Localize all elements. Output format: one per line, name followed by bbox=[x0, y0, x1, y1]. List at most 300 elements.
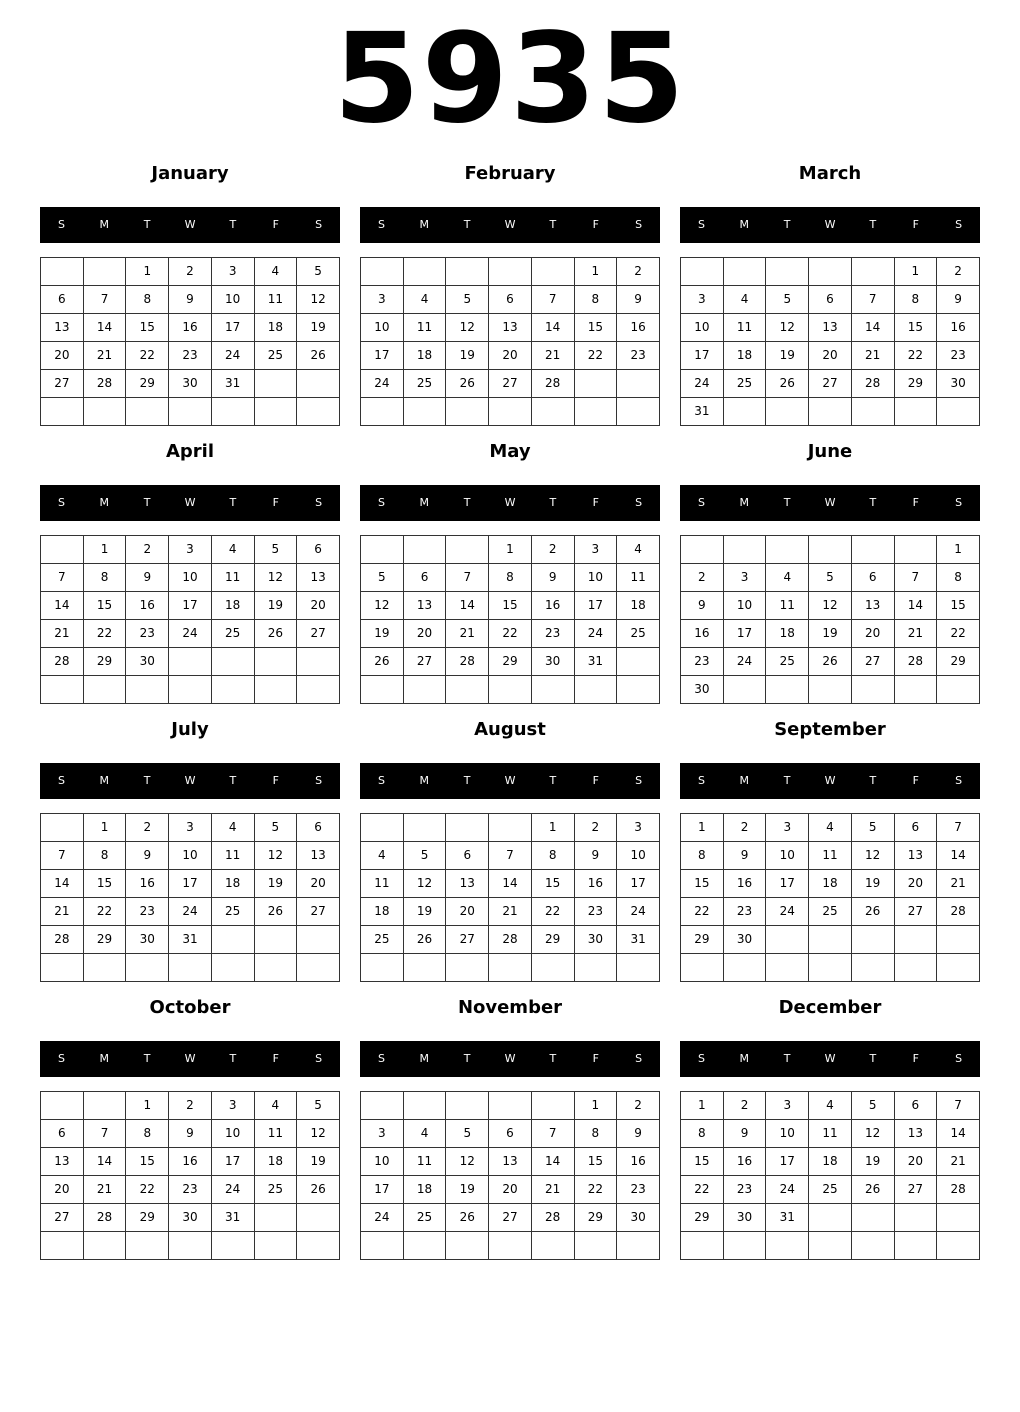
empty-day-cell bbox=[169, 954, 212, 982]
empty-day-cell bbox=[446, 398, 489, 426]
empty-day-cell bbox=[766, 536, 809, 564]
day-cell: 22 bbox=[681, 898, 724, 926]
empty-day-cell bbox=[403, 676, 446, 704]
week-row bbox=[361, 1092, 660, 1120]
day-cell: 24 bbox=[169, 898, 212, 926]
empty-day-cell bbox=[809, 1232, 852, 1260]
empty-day-cell bbox=[403, 536, 446, 564]
day-cell: 11 bbox=[766, 592, 809, 620]
day-cell: 28 bbox=[531, 370, 574, 398]
day-cell: 10 bbox=[617, 842, 660, 870]
empty-day-cell bbox=[851, 1232, 894, 1260]
weekday-label: T bbox=[229, 774, 237, 787]
weekday-label: M bbox=[99, 496, 110, 509]
day-cell: 24 bbox=[617, 898, 660, 926]
day-cell: 26 bbox=[766, 370, 809, 398]
week-row bbox=[41, 842, 340, 870]
empty-day-cell bbox=[297, 954, 340, 982]
day-cell: 2 bbox=[617, 1092, 660, 1120]
day-cell: 27 bbox=[297, 620, 340, 648]
weekday-header-bar bbox=[360, 485, 660, 521]
day-cell: 25 bbox=[254, 342, 297, 370]
day-cell: 24 bbox=[211, 342, 254, 370]
day-cell: 22 bbox=[83, 898, 126, 926]
day-cell: 10 bbox=[169, 564, 212, 592]
day-cell: 17 bbox=[766, 1148, 809, 1176]
empty-day-cell bbox=[83, 258, 126, 286]
day-cell: 11 bbox=[809, 842, 852, 870]
empty-day-cell bbox=[894, 954, 937, 982]
empty-day-cell bbox=[254, 926, 297, 954]
day-cell: 30 bbox=[169, 1204, 212, 1232]
day-cell: 14 bbox=[489, 870, 532, 898]
day-cell: 20 bbox=[809, 342, 852, 370]
day-cell: 7 bbox=[851, 286, 894, 314]
week-row bbox=[681, 1204, 980, 1232]
weekday-label: T bbox=[869, 774, 877, 787]
empty-day-cell bbox=[489, 676, 532, 704]
empty-day-cell bbox=[681, 258, 724, 286]
day-cell: 19 bbox=[446, 1176, 489, 1204]
empty-day-cell bbox=[361, 1092, 404, 1120]
day-cell: 9 bbox=[169, 286, 212, 314]
empty-day-cell bbox=[446, 258, 489, 286]
day-cell: 18 bbox=[766, 620, 809, 648]
day-cell: 18 bbox=[403, 1176, 446, 1204]
week-row bbox=[681, 564, 980, 592]
day-cell: 24 bbox=[681, 370, 724, 398]
week-row bbox=[681, 314, 980, 342]
weekday-label: S bbox=[697, 496, 705, 509]
empty-day-cell bbox=[617, 648, 660, 676]
day-cell: 17 bbox=[681, 342, 724, 370]
month-name: March bbox=[798, 163, 862, 184]
day-cell: 10 bbox=[574, 564, 617, 592]
day-cell: 25 bbox=[211, 620, 254, 648]
day-cell: 25 bbox=[723, 370, 766, 398]
day-cell: 20 bbox=[446, 898, 489, 926]
day-cell: 8 bbox=[937, 564, 980, 592]
day-cell: 22 bbox=[894, 342, 937, 370]
week-row bbox=[361, 1232, 660, 1260]
empty-day-cell bbox=[361, 814, 404, 842]
weekday-label: S bbox=[635, 774, 643, 787]
empty-day-cell bbox=[254, 1204, 297, 1232]
day-cell: 13 bbox=[41, 314, 84, 342]
empty-day-cell bbox=[297, 398, 340, 426]
day-cell: 16 bbox=[681, 620, 724, 648]
weekday-label: T bbox=[229, 218, 237, 231]
day-cell: 24 bbox=[211, 1176, 254, 1204]
empty-day-cell bbox=[681, 536, 724, 564]
empty-day-cell bbox=[41, 954, 84, 982]
day-cell: 18 bbox=[211, 870, 254, 898]
weekday-label: F bbox=[912, 774, 919, 787]
week-row bbox=[361, 536, 660, 564]
days-grid bbox=[40, 813, 340, 982]
day-cell: 26 bbox=[254, 620, 297, 648]
empty-day-cell bbox=[809, 954, 852, 982]
empty-day-cell bbox=[361, 954, 404, 982]
day-cell: 29 bbox=[531, 926, 574, 954]
day-cell: 14 bbox=[894, 592, 937, 620]
day-cell: 22 bbox=[83, 620, 126, 648]
day-cell: 3 bbox=[574, 536, 617, 564]
week-row bbox=[41, 1176, 340, 1204]
day-cell: 17 bbox=[169, 592, 212, 620]
day-cell: 13 bbox=[297, 564, 340, 592]
day-cell: 31 bbox=[169, 926, 212, 954]
empty-day-cell bbox=[617, 370, 660, 398]
day-cell: 9 bbox=[617, 286, 660, 314]
weekday-label: S bbox=[955, 496, 963, 509]
month-name: May bbox=[489, 441, 531, 462]
day-cell: 27 bbox=[489, 1204, 532, 1232]
empty-day-cell bbox=[403, 1092, 446, 1120]
day-cell: 16 bbox=[169, 1148, 212, 1176]
day-cell: 11 bbox=[617, 564, 660, 592]
week-row bbox=[361, 954, 660, 982]
week-row bbox=[41, 370, 340, 398]
day-cell: 3 bbox=[681, 286, 724, 314]
empty-day-cell bbox=[83, 1232, 126, 1260]
day-cell: 19 bbox=[297, 1148, 340, 1176]
week-row bbox=[681, 814, 980, 842]
day-cell: 30 bbox=[681, 676, 724, 704]
day-cell: 22 bbox=[489, 620, 532, 648]
day-cell: 4 bbox=[211, 814, 254, 842]
empty-day-cell bbox=[297, 1204, 340, 1232]
weekday-label: W bbox=[824, 1052, 836, 1065]
day-cell: 3 bbox=[766, 814, 809, 842]
week-row bbox=[41, 1148, 340, 1176]
day-cell: 21 bbox=[83, 1176, 126, 1204]
day-cell: 30 bbox=[126, 648, 169, 676]
weekday-header-bar bbox=[680, 1041, 980, 1077]
day-cell: 19 bbox=[361, 620, 404, 648]
day-cell: 20 bbox=[41, 342, 84, 370]
day-cell: 28 bbox=[937, 1176, 980, 1204]
empty-day-cell bbox=[446, 676, 489, 704]
day-cell: 21 bbox=[41, 620, 84, 648]
day-cell: 27 bbox=[894, 1176, 937, 1204]
empty-day-cell bbox=[297, 648, 340, 676]
empty-day-cell bbox=[723, 258, 766, 286]
day-cell: 25 bbox=[766, 648, 809, 676]
day-cell: 5 bbox=[403, 842, 446, 870]
weekday-header-bar bbox=[40, 485, 340, 521]
day-cell: 26 bbox=[297, 1176, 340, 1204]
day-cell: 23 bbox=[169, 1176, 212, 1204]
day-cell: 17 bbox=[169, 870, 212, 898]
month-name: July bbox=[171, 719, 209, 740]
empty-day-cell bbox=[531, 1232, 574, 1260]
empty-day-cell bbox=[126, 1232, 169, 1260]
week-row bbox=[361, 398, 660, 426]
empty-day-cell bbox=[211, 398, 254, 426]
weekday-label: T bbox=[783, 1052, 791, 1065]
day-cell: 29 bbox=[83, 926, 126, 954]
day-cell: 16 bbox=[617, 314, 660, 342]
day-cell: 31 bbox=[617, 926, 660, 954]
empty-day-cell bbox=[851, 536, 894, 564]
empty-day-cell bbox=[361, 398, 404, 426]
week-row bbox=[41, 620, 340, 648]
weekday-label: T bbox=[229, 496, 237, 509]
week-row bbox=[681, 536, 980, 564]
empty-day-cell bbox=[574, 676, 617, 704]
day-cell: 18 bbox=[361, 898, 404, 926]
day-cell: 25 bbox=[403, 1204, 446, 1232]
day-cell: 4 bbox=[254, 258, 297, 286]
week-row bbox=[41, 342, 340, 370]
day-cell: 14 bbox=[83, 314, 126, 342]
day-cell: 20 bbox=[403, 620, 446, 648]
weekday-label: W bbox=[184, 1052, 196, 1065]
day-cell: 15 bbox=[489, 592, 532, 620]
day-cell: 25 bbox=[617, 620, 660, 648]
day-cell: 5 bbox=[254, 536, 297, 564]
day-cell: 7 bbox=[489, 842, 532, 870]
weekday-label: M bbox=[419, 218, 430, 231]
day-cell: 9 bbox=[574, 842, 617, 870]
day-cell: 16 bbox=[531, 592, 574, 620]
day-cell: 1 bbox=[681, 814, 724, 842]
day-cell: 12 bbox=[446, 1148, 489, 1176]
day-cell: 23 bbox=[937, 342, 980, 370]
empty-day-cell bbox=[531, 954, 574, 982]
empty-day-cell bbox=[403, 258, 446, 286]
empty-day-cell bbox=[489, 954, 532, 982]
day-cell: 13 bbox=[41, 1148, 84, 1176]
day-cell: 13 bbox=[489, 1148, 532, 1176]
weekday-label: S bbox=[315, 774, 323, 787]
day-cell: 22 bbox=[126, 342, 169, 370]
day-cell: 5 bbox=[809, 564, 852, 592]
day-cell: 28 bbox=[531, 1204, 574, 1232]
day-cell: 2 bbox=[681, 564, 724, 592]
day-cell: 19 bbox=[766, 342, 809, 370]
day-cell: 25 bbox=[254, 1176, 297, 1204]
empty-day-cell bbox=[766, 954, 809, 982]
empty-day-cell bbox=[723, 398, 766, 426]
day-cell: 26 bbox=[361, 648, 404, 676]
day-cell: 4 bbox=[766, 564, 809, 592]
day-cell: 19 bbox=[254, 870, 297, 898]
weekday-label: T bbox=[783, 774, 791, 787]
empty-day-cell bbox=[297, 1232, 340, 1260]
empty-day-cell bbox=[937, 926, 980, 954]
week-row bbox=[681, 342, 980, 370]
day-cell: 9 bbox=[531, 564, 574, 592]
weekday-label: T bbox=[549, 218, 557, 231]
day-cell: 8 bbox=[531, 842, 574, 870]
weekday-header-bar bbox=[360, 207, 660, 243]
day-cell: 11 bbox=[403, 314, 446, 342]
day-cell: 28 bbox=[851, 370, 894, 398]
day-cell: 13 bbox=[489, 314, 532, 342]
empty-day-cell bbox=[617, 954, 660, 982]
day-cell: 23 bbox=[574, 898, 617, 926]
day-cell: 8 bbox=[574, 286, 617, 314]
empty-day-cell bbox=[489, 398, 532, 426]
day-cell: 12 bbox=[254, 842, 297, 870]
day-cell: 10 bbox=[211, 286, 254, 314]
day-cell: 31 bbox=[211, 1204, 254, 1232]
day-cell: 16 bbox=[574, 870, 617, 898]
day-cell: 23 bbox=[617, 342, 660, 370]
day-cell: 5 bbox=[361, 564, 404, 592]
weekday-label: F bbox=[912, 496, 919, 509]
day-cell: 14 bbox=[41, 870, 84, 898]
day-cell: 24 bbox=[766, 1176, 809, 1204]
day-cell: 19 bbox=[254, 592, 297, 620]
day-cell: 23 bbox=[531, 620, 574, 648]
day-cell: 22 bbox=[937, 620, 980, 648]
weekday-label: W bbox=[504, 774, 516, 787]
day-cell: 3 bbox=[361, 286, 404, 314]
weekday-label: S bbox=[377, 774, 385, 787]
day-cell: 8 bbox=[83, 842, 126, 870]
day-cell: 2 bbox=[126, 814, 169, 842]
weekday-label: W bbox=[504, 496, 516, 509]
week-row bbox=[41, 1120, 340, 1148]
weekday-label: S bbox=[377, 1052, 385, 1065]
day-cell: 4 bbox=[809, 1092, 852, 1120]
day-cell: 9 bbox=[126, 564, 169, 592]
day-cell: 23 bbox=[126, 898, 169, 926]
week-row bbox=[361, 842, 660, 870]
empty-day-cell bbox=[489, 1092, 532, 1120]
day-cell: 2 bbox=[723, 1092, 766, 1120]
week-row bbox=[41, 286, 340, 314]
week-row bbox=[361, 370, 660, 398]
empty-day-cell bbox=[297, 676, 340, 704]
week-row bbox=[681, 676, 980, 704]
day-cell: 11 bbox=[403, 1148, 446, 1176]
day-cell: 17 bbox=[361, 1176, 404, 1204]
empty-day-cell bbox=[126, 676, 169, 704]
day-cell: 9 bbox=[681, 592, 724, 620]
day-cell: 22 bbox=[574, 342, 617, 370]
day-cell: 14 bbox=[83, 1148, 126, 1176]
days-grid bbox=[680, 535, 980, 704]
day-cell: 6 bbox=[489, 286, 532, 314]
weekday-label: F bbox=[272, 496, 279, 509]
day-cell: 16 bbox=[937, 314, 980, 342]
month-name: November bbox=[457, 997, 563, 1018]
day-cell: 21 bbox=[894, 620, 937, 648]
week-row bbox=[681, 258, 980, 286]
empty-day-cell bbox=[681, 1232, 724, 1260]
empty-day-cell bbox=[211, 954, 254, 982]
day-cell: 2 bbox=[937, 258, 980, 286]
weekday-label: T bbox=[143, 496, 151, 509]
day-cell: 1 bbox=[531, 814, 574, 842]
weekday-label: T bbox=[143, 1052, 151, 1065]
day-cell: 31 bbox=[766, 1204, 809, 1232]
week-row bbox=[361, 814, 660, 842]
day-cell: 11 bbox=[254, 1120, 297, 1148]
empty-day-cell bbox=[41, 676, 84, 704]
day-cell: 29 bbox=[126, 1204, 169, 1232]
day-cell: 6 bbox=[41, 286, 84, 314]
day-cell: 1 bbox=[894, 258, 937, 286]
week-row bbox=[361, 564, 660, 592]
day-cell: 9 bbox=[937, 286, 980, 314]
day-cell: 23 bbox=[723, 1176, 766, 1204]
day-cell: 9 bbox=[723, 1120, 766, 1148]
day-cell: 7 bbox=[937, 814, 980, 842]
day-cell: 31 bbox=[681, 398, 724, 426]
weekday-label: M bbox=[739, 1052, 750, 1065]
day-cell: 12 bbox=[446, 314, 489, 342]
weekday-label: S bbox=[377, 496, 385, 509]
day-cell: 27 bbox=[851, 648, 894, 676]
weekday-label: S bbox=[635, 496, 643, 509]
day-cell: 23 bbox=[169, 342, 212, 370]
weekday-label: S bbox=[697, 218, 705, 231]
empty-day-cell bbox=[937, 398, 980, 426]
day-cell: 17 bbox=[211, 1148, 254, 1176]
day-cell: 18 bbox=[809, 1148, 852, 1176]
day-cell: 3 bbox=[766, 1092, 809, 1120]
day-cell: 26 bbox=[851, 1176, 894, 1204]
day-cell: 1 bbox=[681, 1092, 724, 1120]
day-cell: 24 bbox=[361, 370, 404, 398]
empty-day-cell bbox=[446, 1092, 489, 1120]
empty-day-cell bbox=[894, 926, 937, 954]
week-row bbox=[361, 592, 660, 620]
day-cell: 23 bbox=[617, 1176, 660, 1204]
empty-day-cell bbox=[851, 926, 894, 954]
day-cell: 12 bbox=[254, 564, 297, 592]
empty-day-cell bbox=[83, 676, 126, 704]
days-grid bbox=[40, 535, 340, 704]
day-cell: 4 bbox=[361, 842, 404, 870]
day-cell: 13 bbox=[809, 314, 852, 342]
day-cell: 19 bbox=[403, 898, 446, 926]
day-cell: 13 bbox=[851, 592, 894, 620]
week-row bbox=[41, 1204, 340, 1232]
weekday-label: T bbox=[869, 496, 877, 509]
day-cell: 18 bbox=[254, 1148, 297, 1176]
day-cell: 18 bbox=[617, 592, 660, 620]
empty-day-cell bbox=[766, 676, 809, 704]
day-cell: 6 bbox=[851, 564, 894, 592]
day-cell: 2 bbox=[531, 536, 574, 564]
week-row bbox=[681, 1120, 980, 1148]
week-row bbox=[361, 648, 660, 676]
weekday-label: F bbox=[272, 218, 279, 231]
weekday-label: T bbox=[869, 1052, 877, 1065]
empty-day-cell bbox=[254, 648, 297, 676]
day-cell: 6 bbox=[297, 814, 340, 842]
day-cell: 1 bbox=[574, 258, 617, 286]
day-cell: 25 bbox=[361, 926, 404, 954]
day-cell: 26 bbox=[254, 898, 297, 926]
weekday-label: W bbox=[504, 218, 516, 231]
day-cell: 26 bbox=[297, 342, 340, 370]
day-cell: 26 bbox=[446, 370, 489, 398]
day-cell: 4 bbox=[617, 536, 660, 564]
day-cell: 21 bbox=[937, 1148, 980, 1176]
day-cell: 29 bbox=[83, 648, 126, 676]
day-cell: 29 bbox=[126, 370, 169, 398]
day-cell: 1 bbox=[937, 536, 980, 564]
day-cell: 4 bbox=[211, 536, 254, 564]
weekday-label: S bbox=[955, 1052, 963, 1065]
